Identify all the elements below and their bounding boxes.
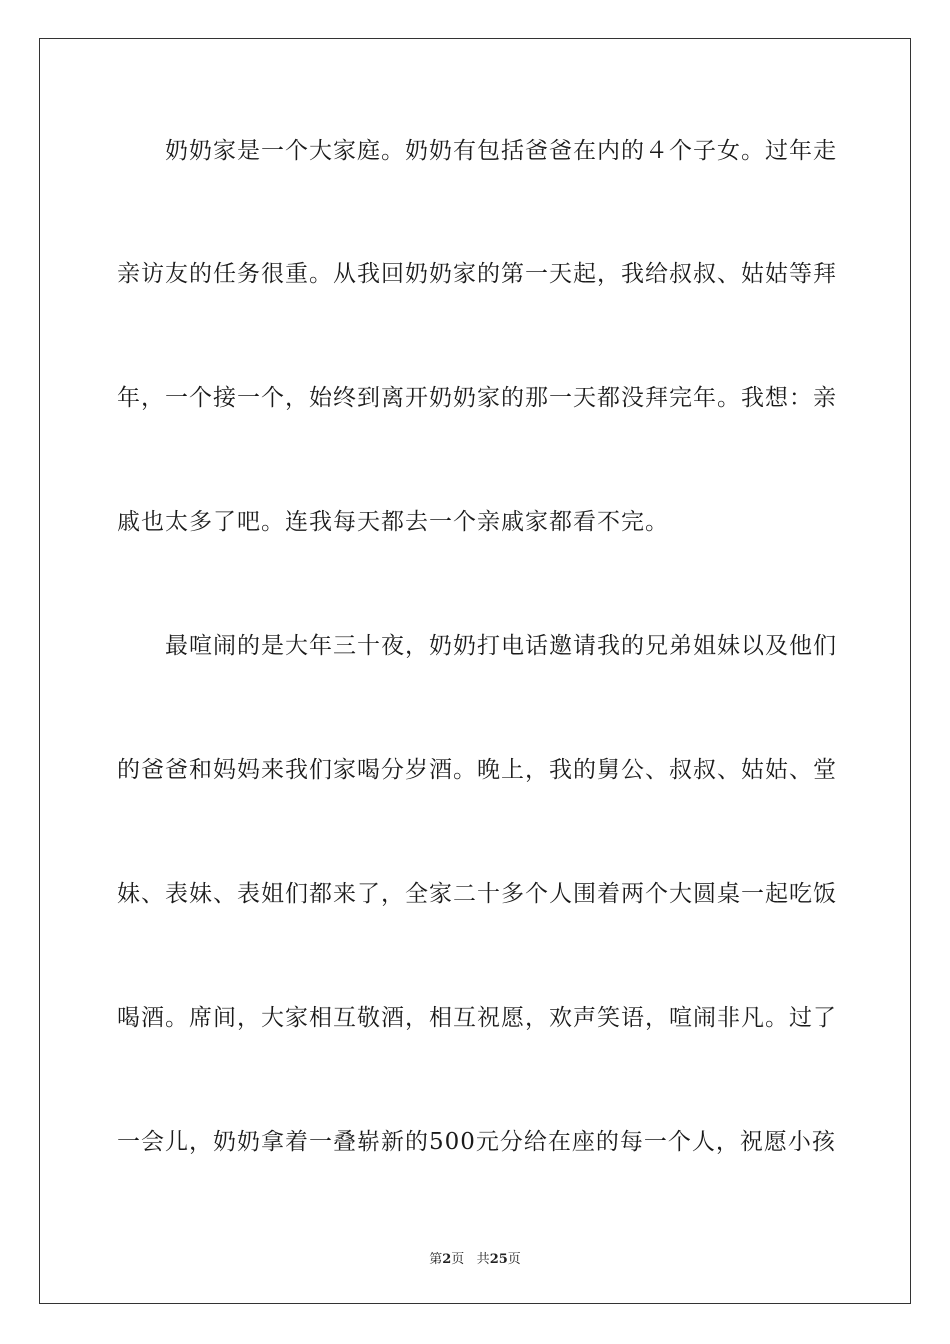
body-text-line: 奶奶家是一个大家庭。奶奶有包括爸爸在内的４个子女。过年走	[165, 138, 837, 164]
footer-total-prefix: 共	[476, 1252, 490, 1267]
footer-total-suffix: 页	[507, 1252, 521, 1267]
body-text-line: 亲访友的任务很重。从我回奶奶家的第一天起，我给叔叔、姑姑等拜	[117, 261, 837, 287]
body-text-line: 戚也太多了吧。连我每天都去一个亲戚家都看不完。	[117, 509, 669, 535]
total-page-count: 25	[489, 1252, 508, 1267]
body-text-line: 一会儿，奶奶拿着一叠崭新的500元分给在座的每一个人，祝愿小孩	[117, 1129, 836, 1155]
body-text-line: 妹、表妹、表姐们都来了，全家二十多个人围着两个大圆桌一起吃饭	[117, 881, 837, 907]
current-page-number: 2	[442, 1252, 452, 1267]
body-text-line: 最喧闹的是大年三十夜，奶奶打电话邀请我的兄弟姐妹以及他们	[165, 633, 837, 659]
footer-prefix: 第	[429, 1252, 443, 1267]
body-text-line: 喝酒。席间，大家相互敬酒，相互祝愿，欢声笑语，喧闹非凡。过了	[117, 1005, 837, 1031]
body-text-line: 的爸爸和妈妈来我们家喝分岁酒。晚上，我的舅公、叔叔、姑姑、堂	[117, 757, 837, 783]
page-footer	[0, 1248, 950, 1267]
page-border	[39, 38, 911, 1304]
footer-page-suffix: 页	[451, 1252, 465, 1267]
body-text-line: 年，一个接一个，始终到离开奶奶家的那一天都没拜完年。我想：亲	[117, 385, 837, 411]
